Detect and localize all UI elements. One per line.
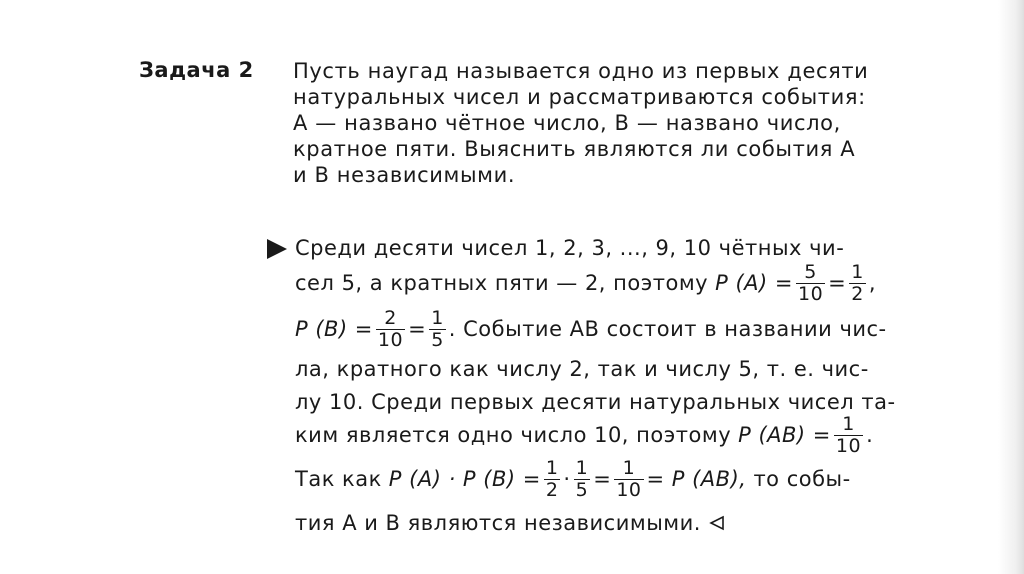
solution-text: ла, кратного как числу 2, так и числу 5, т. е. чис-: [295, 357, 869, 381]
solution-line-8: [295, 503, 725, 543]
fraction-numerator: 1: [545, 456, 559, 479]
equals-sign: =: [408, 317, 427, 341]
formula-pab: = P (AB),: [646, 467, 747, 491]
solution-line-3: [295, 306, 887, 351]
formula-pb: P (B) =: [295, 317, 373, 341]
solution-start-marker-icon: [265, 237, 289, 261]
solution-text: сел 5, а кратных пяти — 2, поэтому: [295, 271, 709, 295]
fraction-denominator: 10: [835, 434, 862, 457]
solution-text: тия A и B являются независимыми.: [295, 511, 701, 535]
fraction-2-10: [376, 306, 405, 351]
fraction-denominator: 2: [545, 478, 559, 501]
problem-line: A — названо чётное число, B — названо число,: [293, 111, 841, 135]
solution-text: . Событие AB состоит в названии чис-: [448, 317, 887, 341]
fraction-numerator: 1: [842, 412, 855, 435]
fraction-numerator: 1: [575, 456, 589, 479]
fraction-denominator: 5: [431, 328, 444, 351]
fraction-1-2: [849, 260, 866, 305]
fraction-denominator: 2: [851, 282, 864, 305]
end-of-proof-icon: [709, 515, 725, 531]
solution-text: Среди десяти чисел 1, 2, 3, ..., 9, 10 чётных чи-: [295, 236, 845, 260]
fraction-denominator: 10: [377, 328, 404, 351]
fraction-numerator: 1: [431, 306, 444, 329]
slide-edge-shadow: [998, 0, 1024, 574]
task-label: Задача 2: [139, 58, 254, 82]
equals-sign: =: [593, 467, 612, 491]
formula-pa-pb: P (A) · P (B) =: [388, 467, 541, 491]
problem-statement: [293, 58, 868, 188]
punctuation: ,: [868, 271, 877, 295]
fraction-denominator: 5: [575, 478, 589, 501]
fraction-1-2: [544, 456, 561, 501]
equals-sign: =: [828, 271, 847, 295]
solution-text: то собы-: [753, 467, 851, 491]
punctuation: .: [866, 423, 874, 447]
multiplication-dot: ·: [563, 467, 571, 491]
solution-line-1: [295, 228, 844, 268]
problem-line: кратное пяти. Выяснить являются ли события A: [293, 137, 856, 161]
fraction-numerator: 2: [384, 306, 397, 329]
fraction-numerator: 1: [622, 456, 636, 479]
fraction-5-10: [796, 260, 825, 305]
solution-line-2: [295, 260, 877, 305]
formula-pa: P (A) =: [715, 271, 793, 295]
problem-line: и B независимыми.: [293, 163, 516, 187]
problem-line: Пусть наугад называется одно из первых десяти: [293, 59, 869, 83]
solution-text: лу 10. Среди первых десяти натуральных чисел та-: [295, 390, 896, 414]
formula-pab: P (AB) =: [738, 423, 831, 447]
fraction-1-5: [574, 456, 591, 501]
fraction-numerator: 1: [851, 260, 864, 283]
fraction-1-10: [834, 412, 863, 457]
fraction-1-5: [429, 306, 446, 351]
fraction-numerator: 5: [804, 260, 817, 283]
fraction-denominator: 10: [616, 478, 642, 501]
problem-line: натуральных чисел и рассматриваются события:: [293, 85, 866, 109]
solution-text: ким является одно число 10, поэтому: [295, 423, 732, 447]
solution-line-6: [295, 412, 874, 457]
fraction-denominator: 10: [797, 282, 824, 305]
solution-line-7: [295, 456, 851, 501]
solution-text: Так как: [295, 467, 382, 491]
fraction-1-10: [614, 456, 643, 501]
